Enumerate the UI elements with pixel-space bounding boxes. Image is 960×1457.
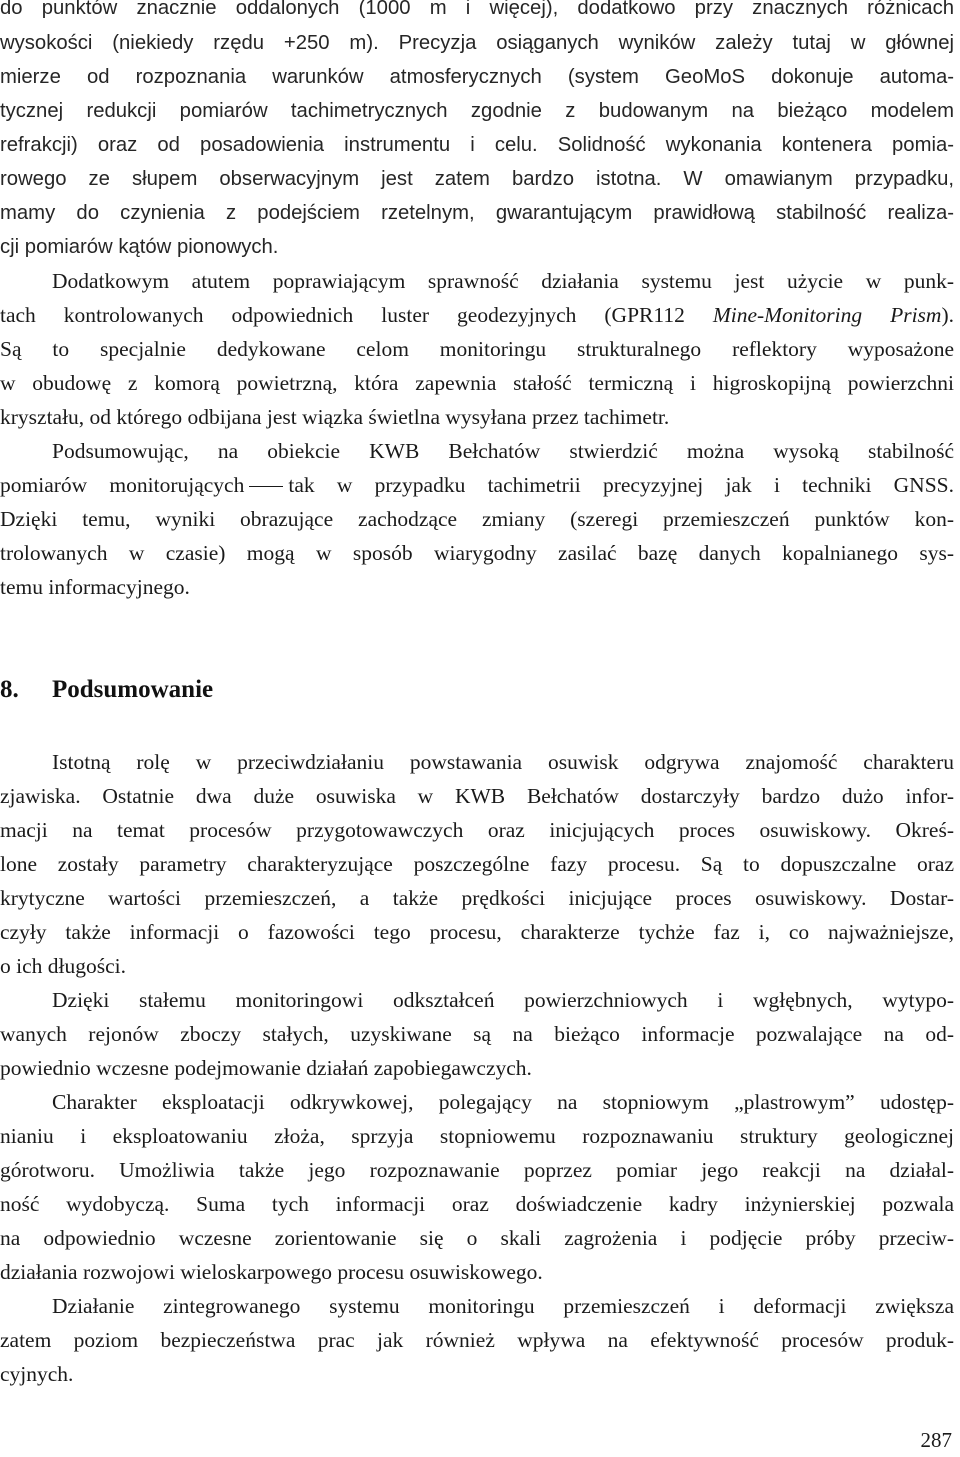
text-line: zjawiska. Ostatnie dwa duże osuwiska w KWB Bełchatów dostarczyły bardzo dużo infor- (0, 784, 954, 808)
text-line: Są to specjalnie dedykowane celom monitoringu strukturalnego reflektory wyposażone (0, 337, 954, 361)
text-line: nianiu i eksploatowaniu złoża, sprzyja stopniowemu rozpoznawaniu struktury geologicznej (0, 1124, 954, 1148)
text-line: wanych rejonów zboczy stałych, uzyskiwane są na bieżąco informacje pozwalające na od- (0, 1022, 954, 1046)
em-dash (249, 486, 283, 487)
text-line: na odpowiednio wczesne zorientowanie się o skali zagrożenia i podjęcie próby przeciw- (0, 1226, 954, 1250)
text-line: do punktów znacznie oddalonych (1000 m i więcej), dodatkowo przy znacznych różnicach (0, 0, 954, 19)
text-line: kryształu, od którego odbijana jest wiązka świetlna wysyłana przez tachimetr. (0, 405, 670, 429)
text-line: Istotną rolę w przeciwdziałaniu powstawania osuwisk odgrywa znajomość charakteru (52, 750, 954, 774)
text-line: Charakter eksploatacji odkrywkowej, polegający na stopniowym „plastrowym” udostęp- (52, 1090, 954, 1114)
text-line: mamy do czynienia z podejściem rzetelnym, gwarantującym prawidłową stabilność realiza- (0, 202, 954, 224)
text-line: o ich długości. (0, 954, 126, 978)
text-line: zatem poziom bezpieczeństwa prac jak również wpływa na efektywność procesów produk- (0, 1328, 954, 1352)
prism-name: Mine-Monitoring Prism (712, 303, 942, 327)
text-line: refrakcji) oraz od posadowienia instrumentu i celu. Solidność wykonania kontenera pomia- (0, 134, 954, 156)
text-line: krytyczne wartości przemieszczeń, a także prędkości inicjujące proces osuwiskowy. Dostar- (0, 886, 954, 910)
text-line: górotworu. Umożliwia także jego rozpoznawanie poprzez pomiar jego reakcji na działal- (0, 1158, 954, 1182)
text-segment: tak w przypadku tachimetrii precyzyjnej jak i techniki GNSS. (288, 473, 954, 497)
text-line: lone zostały parametry charakteryzujące poszczególne fazy procesu. Są to dopuszczalne oraz (0, 852, 954, 876)
text-segment: pomiarów monitorujących (0, 473, 245, 497)
text-segment: tach kontrolowanych odpowiednich luster geodezyjnych (GPR112 (0, 303, 713, 327)
text-line: Dzięki stałemu monitoringowi odkształceń powierzchniowych i wgłębnych, wytypo- (52, 988, 954, 1012)
text-line: cyjnych. (0, 1362, 74, 1386)
text-segment: ). (941, 303, 954, 327)
section-number: 8. (0, 676, 19, 703)
section-heading (0, 672, 213, 708)
text-line: w obudowę z komorą powietrzną, która zapewnia stałość termiczną i higroskopijną powierzchni (0, 371, 954, 395)
text-line: wysokości (niekiedy rzędu +250 m). Precyzja osiąganych wyników zależy tutaj w głównej (0, 32, 954, 54)
text-line: czyły także informacji o fazowości tego procesu, charakterze tychże faz i, co najważniejsze, (0, 920, 954, 944)
text-line (0, 468, 954, 502)
text-line: działania rozwojowi wieloskarpowego procesu osuwiskowego. (0, 1260, 543, 1284)
text-line: trolowanych w czasie) mogą w sposób wiarygodny zasilać bazę danych kopalnianego sys- (0, 541, 954, 565)
text-line (0, 298, 954, 332)
text-line: mierze od rozpoznania warunków atmosferycznych (system GeoMoS dokonuje automa- (0, 66, 954, 88)
text-line: Dodatkowym atutem poprawiającym sprawność działania systemu jest użycie w punk- (52, 269, 954, 293)
text-line: Dzięki temu, wyniki obrazujące zachodzące zmiany (szeregi przemieszczeń punktów kon- (0, 507, 954, 531)
section-title: Podsumowanie (52, 676, 214, 703)
text-line: temu informacyjnego. (0, 575, 190, 599)
text-line: cji pomiarów kątów pionowych. (0, 236, 279, 258)
text-line: rowego ze słupem obserwacyjnym jest zatem bardzo istotna. W omawianym przypadku, (0, 168, 954, 190)
text-line: Podsumowując, na obiekcie KWB Bełchatów stwierdzić można wysoką stabilność (52, 439, 954, 463)
text-line: powiednio wczesne podejmowanie działań zapobiegawczych. (0, 1056, 532, 1080)
text-line: Działanie zintegrowanego systemu monitoringu przemieszczeń i deformacji zwiększa (52, 1294, 954, 1318)
text-line: tycznej redukcji pomiarów tachimetrycznych zgodnie z budowanym na bieżąco modelem (0, 100, 954, 122)
page-number: 287 (920, 1428, 952, 1452)
text-line: ność wydobyczą. Suma tych informacji oraz doświadczenie kadry inżynierskiej pozwala (0, 1192, 954, 1216)
text-line: macji na temat procesów przygotowawczych oraz inicjujących proces osuwiskowy. Okreś- (0, 818, 954, 842)
